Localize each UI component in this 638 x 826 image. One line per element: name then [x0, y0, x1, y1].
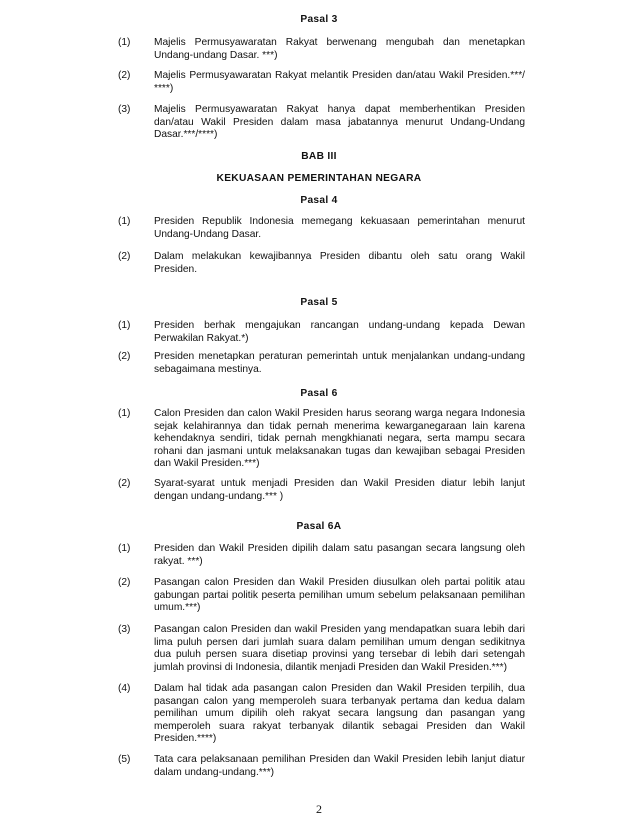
item-number: (2): [118, 577, 131, 588]
bab-subtitle: KEKUASAAN PEMERINTAHAN NEGARA: [216, 173, 422, 184]
item-number: (3): [118, 624, 131, 635]
pasal-5-title: Pasal 5: [300, 297, 338, 308]
item-number: (5): [118, 754, 131, 765]
item-number: (4): [118, 683, 131, 694]
pasal-6-title: Pasal 6: [300, 388, 338, 399]
pasal-3-title: Pasal 3: [300, 14, 338, 25]
item-number: (2): [118, 351, 131, 362]
item-text: Syarat-syarat untuk menjadi Presiden dan Wakil Presiden diatur lebih lanjut dengan undang-undang.*** ): [154, 478, 525, 502]
item-number: (2): [118, 251, 131, 262]
item-text: Majelis Permusyawaratan Rakyat melantik Presiden dan/atau Wakil Presiden.***/ ****): [154, 70, 525, 94]
bab-title: BAB III: [301, 151, 337, 162]
item-text: Presiden berhak mengajukan rancangan undang-undang kepada Dewan Perwakilan Rakyat.*): [154, 320, 525, 344]
item-number: (1): [118, 543, 131, 554]
pasal-4-title: Pasal 4: [300, 195, 338, 206]
item-number: (1): [118, 37, 131, 48]
item-text: Presiden Republik Indonesia memegang kekuasaan pemerintahan menurut Undang-Undang Dasar.: [154, 216, 525, 240]
item-number: (1): [118, 216, 131, 227]
item-number: (2): [118, 70, 131, 81]
item-text: Majelis Permusyawaratan Rakyat berwenang mengubah dan menetapkan Undang-undang Dasar. ***): [154, 37, 525, 61]
item-text: Dalam melakukan kewajibannya Presiden dibantu oleh satu orang Wakil Presiden.: [154, 251, 525, 275]
item-text: Presiden menetapkan peraturan pemerintah untuk menjalankan undang-undang sebagaimana mestinya.: [154, 351, 525, 375]
item-number: (2): [118, 478, 131, 489]
item-text: Tata cara pelaksanaan pemilihan Presiden dan Wakil Presiden lebih lanjut diatur dalam undang-undang.***): [154, 754, 525, 778]
item-text: Presiden dan Wakil Presiden dipilih dalam satu pasangan secara langsung oleh rakyat. ***): [154, 543, 525, 567]
item-text: Dalam hal tidak ada pasangan calon Presiden dan Wakil Presiden terpilih, dua pasangan calon yang memperoleh suara terbanyak pertama dan kedua dalam pemilihan umum dipilih oleh rakyat secara langsung dan pasangan yang memperoleh suara rakyat terbanyak dilantik sebagai Presiden dan Wakil Presiden.****): [154, 683, 525, 744]
item-text: Pasangan calon Presiden dan wakil Presiden yang mendapatkan suara lebih dari lima puluh persen dari jumlah suara dalam pemilihan umum dengan sedikitnya dua puluh persen suara disetiap provinsi yang tersebar di lebih dari setengah jumlah provinsi di Indonesia, dilantik menjadi Presiden dan Wakil Presiden.***): [154, 624, 525, 673]
pasal-6a-title: Pasal 6A: [296, 521, 342, 532]
item-text: Pasangan calon Presiden dan Wakil Presiden diusulkan oleh partai politik atau gabungan partai politik peserta pemilihan umum sebelum pelaksanaan pemilihan umum.***): [154, 577, 525, 613]
item-number: (1): [118, 320, 131, 331]
item-number: (1): [118, 408, 131, 419]
item-number: (3): [118, 104, 131, 115]
page-number: 2: [316, 802, 322, 816]
item-text: Calon Presiden dan calon Wakil Presiden harus seorang warga negara Indonesia sejak kelahirannya dan tidak pernah menerima kewarganegaraan lain karena kehendaknya sendiri, tidak pernah mengkhianati negara, serta mampu secara rohani dan jasmani untuk melaksanakan tugas dan kewajiban sebagai Presiden dan Wakil Presiden.***): [154, 408, 525, 469]
item-text: Majelis Permusyawaratan Rakyat hanya dapat memberhentikan Presiden dan/atau Wakil Presiden dalam masa jabatannya menurut Undang-Undang Dasar.***/****): [154, 104, 525, 140]
